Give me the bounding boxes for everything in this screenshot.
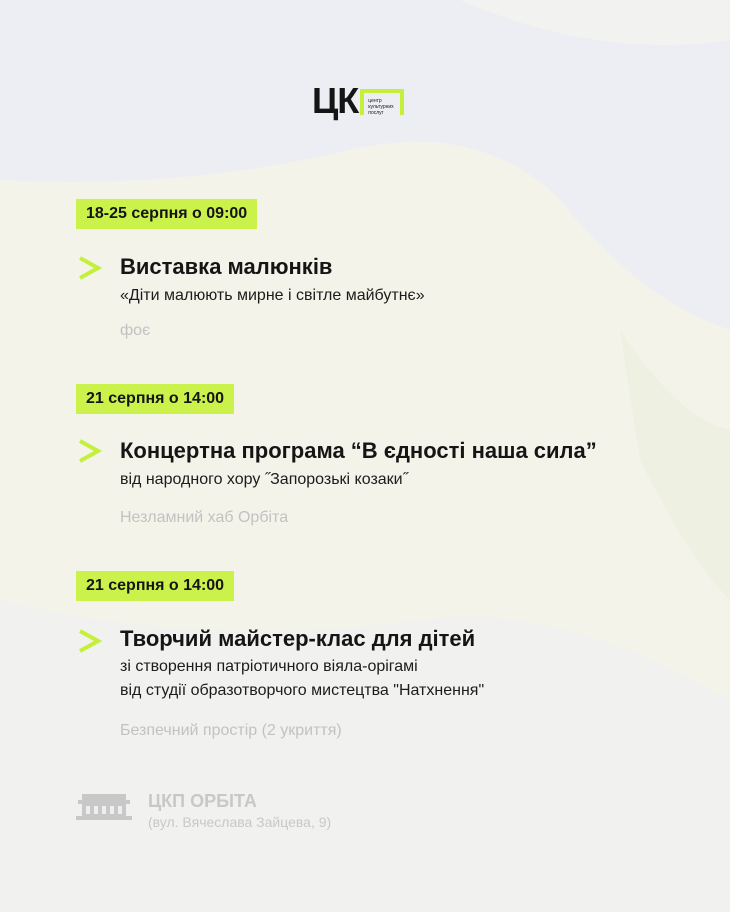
event-subtitle: «Діти малюють мирне і світле майбутнє» bbox=[120, 287, 425, 304]
logo-small-text: центр культурних послуг bbox=[368, 98, 394, 116]
event-location: фоє bbox=[120, 322, 151, 339]
event-title: Творчий майстер-клас для дітей bbox=[120, 626, 476, 651]
venue-address: (вул. Вячеслава Зайцева, 9) bbox=[148, 814, 332, 830]
event-date-badge: 21 серпня о 14:00 bbox=[76, 571, 234, 601]
event-location: Безпечний простір (2 укриття) bbox=[120, 722, 342, 739]
venue-name: ЦКП ОРБІТА bbox=[148, 791, 257, 811]
event-title: Концертна програма “В єдності наша сила” bbox=[120, 438, 597, 463]
event-subtitle: від народного хору ˝Запорозькі козаки˝ bbox=[120, 471, 408, 488]
logo bbox=[312, 80, 404, 121]
event-location: Незламний хаб Орбіта bbox=[120, 509, 289, 526]
building-icon bbox=[76, 792, 132, 822]
event-date-badge: 18-25 серпня о 09:00 bbox=[76, 199, 257, 229]
chevron-right-icon bbox=[76, 438, 102, 464]
event-title: Виставка малюнків bbox=[120, 254, 333, 279]
event-subtitle: від студії образотворчого мистецтва "Натхнення" bbox=[120, 682, 485, 699]
event-date-badge: 21 серпня о 14:00 bbox=[76, 384, 234, 414]
event-subtitle: зі створення патріотичного віяла-орігамі bbox=[120, 658, 418, 675]
logo-letters: ЦК bbox=[312, 80, 359, 121]
chevron-right-icon bbox=[76, 628, 102, 654]
logo-frame bbox=[360, 89, 404, 115]
chevron-right-icon bbox=[76, 255, 102, 281]
